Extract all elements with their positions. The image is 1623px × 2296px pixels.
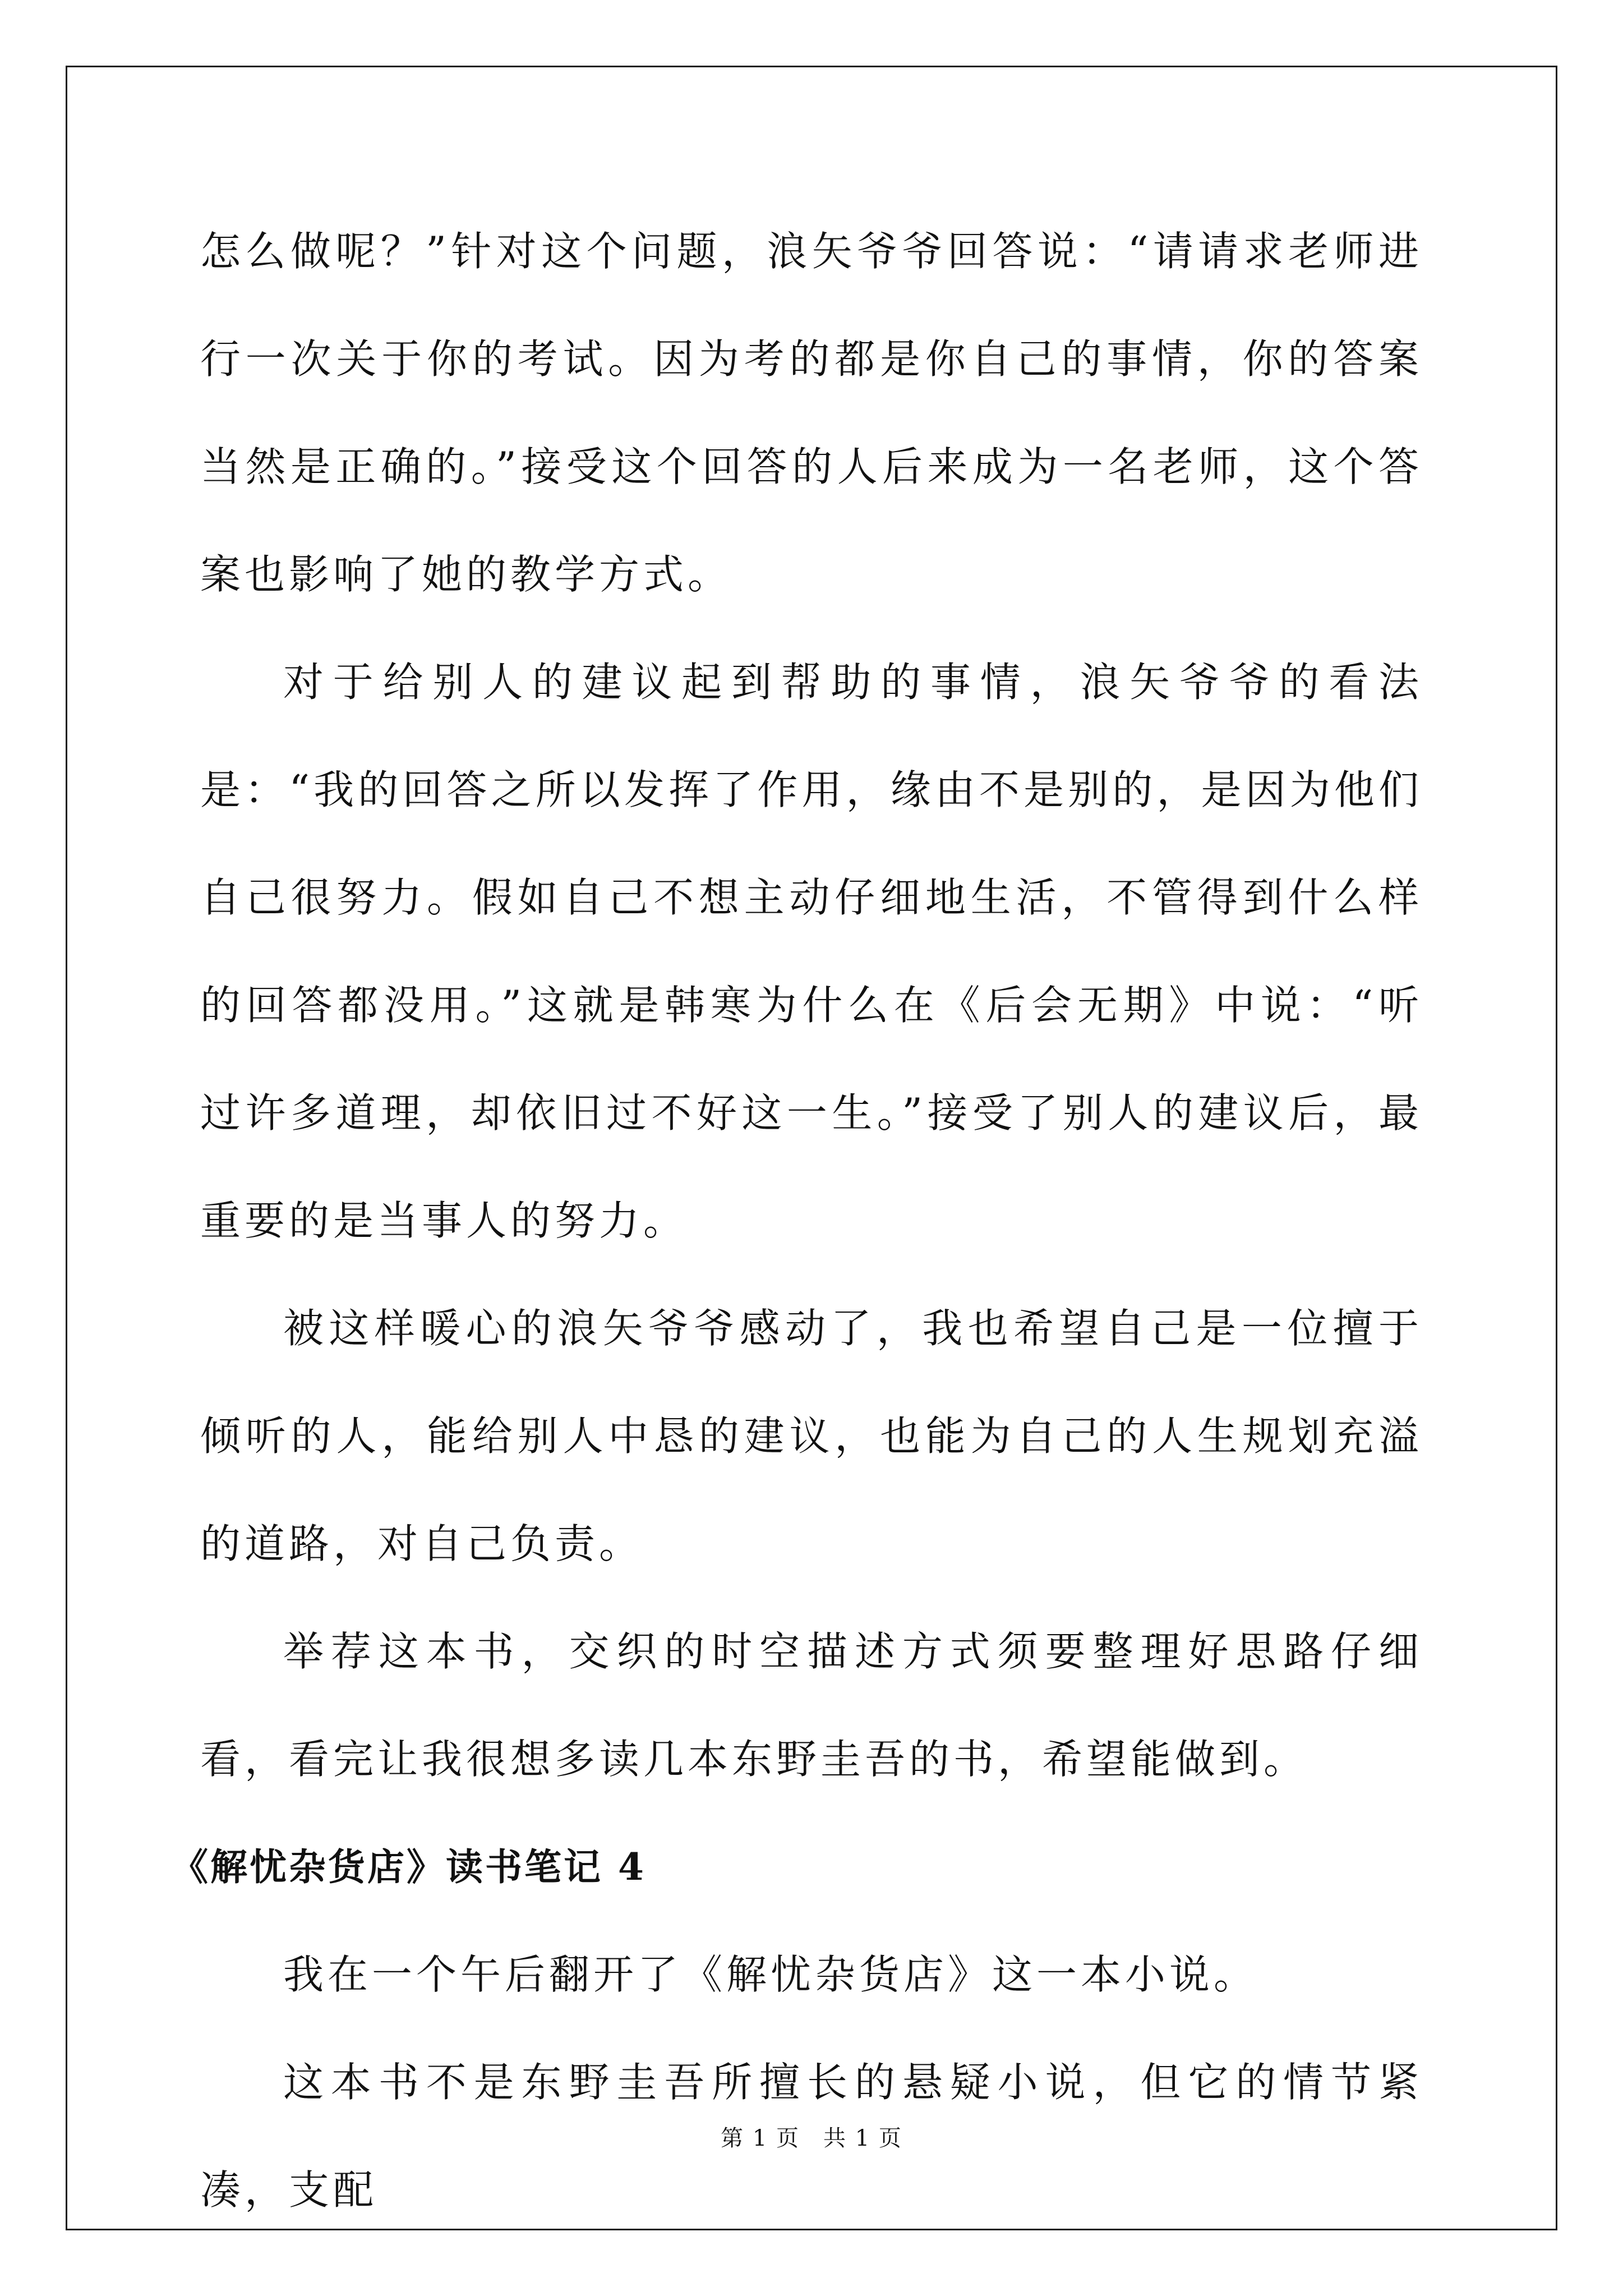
page-number-footer: 第 1 页 共 1 页 (721, 2125, 902, 2151)
paragraph-5: 我在一个午后翻开了《解忧杂货店》这一本小说。 (283, 1951, 1258, 1998)
paragraph-2: 对于给别人的建议起到帮助的事情，浪矢爷爷的看法是：“我的回答之所以发挥了作用，缘由不是别的，是因为他们自己很努力。假如自己不想主动仔细地生活，不管得到什么样的回答都没用。”这就是韩寒为什么在《后会无期》中说：“听过许多道理，却依旧过不好这一生。”接受了别人的建议后，最重要的是当事人的努力。 (200, 659, 1423, 1244)
paragraph-4: 举荐这本书，交织的时空描述方式须要整理好思路仔细看，看完让我很想多读几本东野圭吾的书，希望能做到。 (200, 1628, 1423, 1783)
document-body (171, 197, 1423, 2244)
paragraph-6: 这本书不是东野圭吾所擅长的悬疑小说，但它的情节紧凑，支配 (200, 2059, 1423, 2214)
paragraph-1: 怎么做呢？”针对这个问题，浪矢爷爷回答说：“请请求老师进行一次关于你的考试。因为考的都是你自己的事情，你的答案当然是正确的。”接受这个回答的人后来成为一名老师，这个答案也影响了她的教学方式。 (200, 228, 1423, 598)
paragraph-3: 被这样暖心的浪矢爷爷感动了，我也希望自己是一位擅于倾听的人，能给别人中恳的建议，也能为自己的人生规划充溢的道路，对自己负责。 (200, 1305, 1423, 1567)
section-heading: 《解忧杂货店》读书笔记 4 (171, 1845, 646, 1889)
